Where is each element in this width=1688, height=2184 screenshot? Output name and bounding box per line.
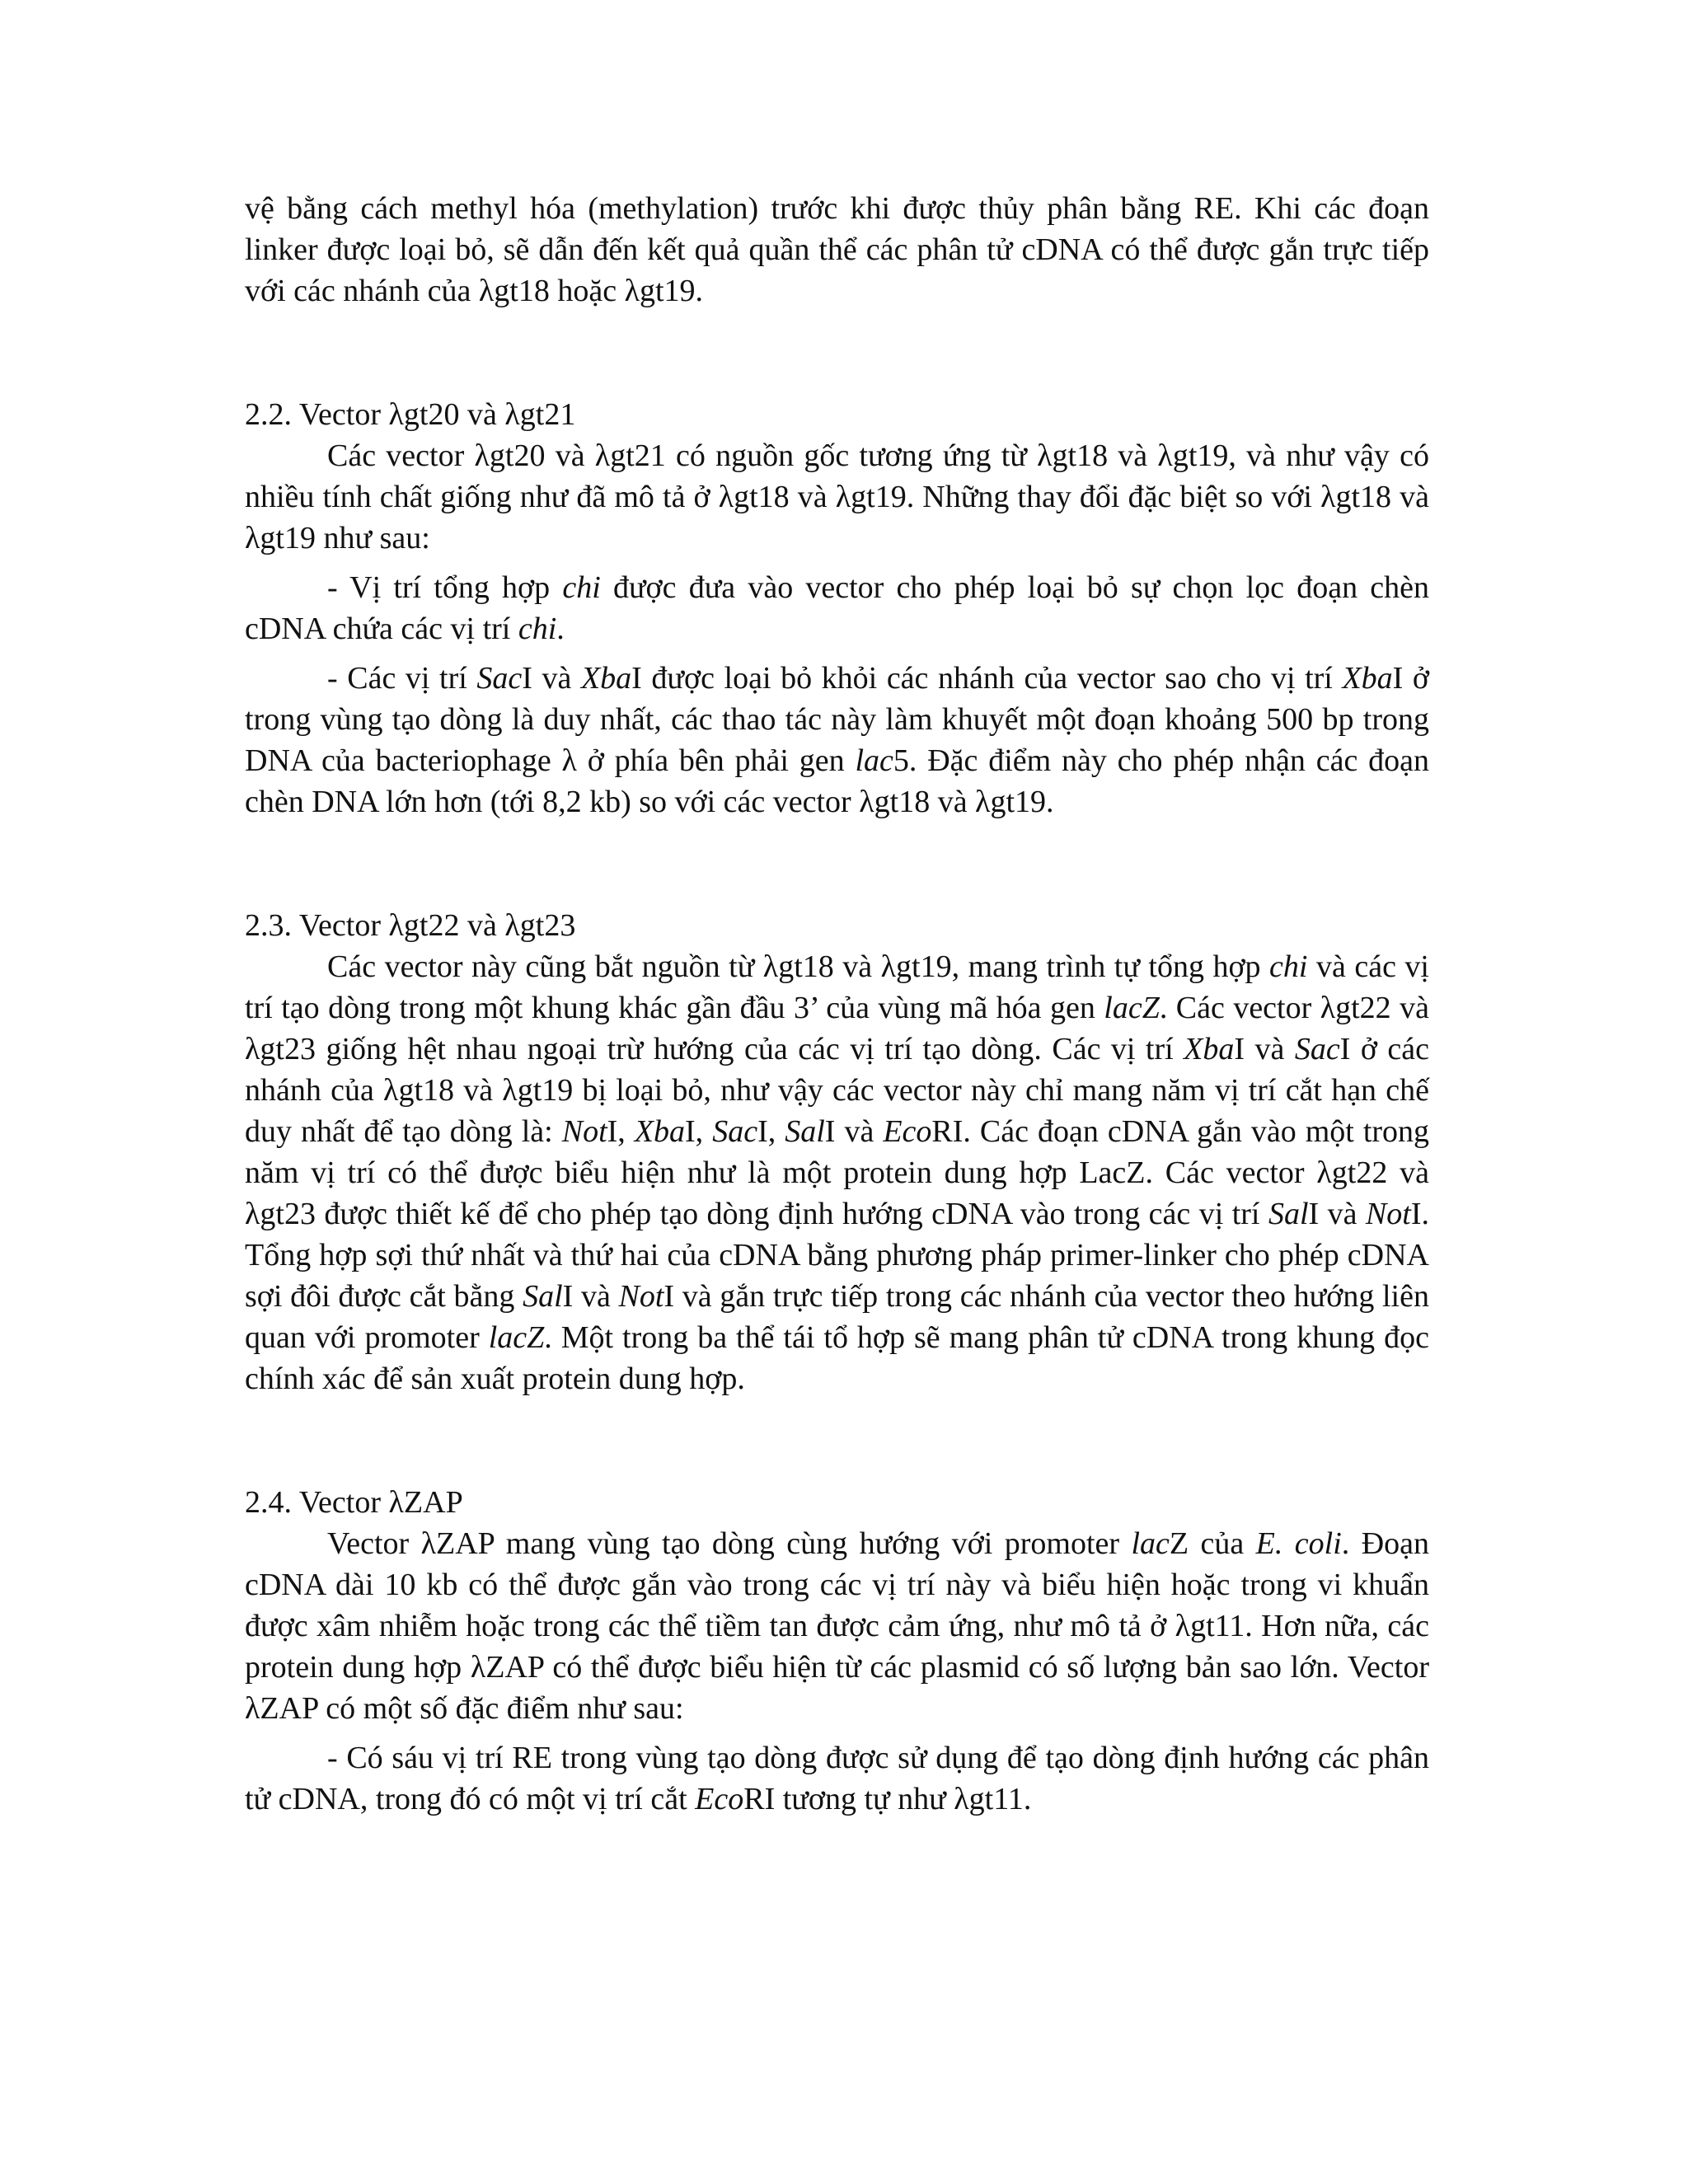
text-run: RI. Các đoạn cDNA gắn vào một trong năm vị trí có thể được biểu hiện như là một protein dung hợp LacZ. Các vector λgt22 và λgt23 được thiết kế để cho phép tạo dòng định hướng cDNA vào trong các vị trí (245, 1114, 1430, 1231)
text-run: - Các vị trí (327, 661, 477, 696)
italic-term: lacZ (488, 1320, 545, 1355)
text-run: Các vector này cũng bắt nguồn từ λgt18 và λgt19, mang trình tự tổng hợp (327, 949, 1270, 984)
italic-term: chi (1269, 949, 1308, 984)
paragraph-spacer (245, 1729, 1429, 1737)
section-heading: 2.2. Vector λgt20 và λgt21 (245, 397, 576, 432)
text-run: I, (607, 1114, 635, 1149)
text-run: I và gắn trực tiếp trong các nhánh của vector theo hướng liên quan với promoter (245, 1279, 1429, 1355)
italic-term: Xba (1184, 1032, 1235, 1066)
body-paragraph (245, 1737, 1429, 1820)
text-run: I ở các nhánh của λgt18 và λgt19 bị loại bỏ, như vậy các vector này chỉ mang năm vị trí cắt hạn chế duy nhất để tạo dòng là: (245, 1032, 1429, 1149)
text-run: I. Tổng hợp sợi thứ nhất và thứ hai của cDNA bằng phương pháp primer-linker cho phép cDNA sợi đôi được cắt bằng (245, 1197, 1429, 1314)
italic-term: lacZ (1104, 991, 1160, 1025)
text-run: . Một trong ba thể tái tổ hợp sẽ mang phân tử cDNA trong khung đọc chính xác để sản xuất protein dung hợp. (245, 1320, 1429, 1396)
text-run: I và (1308, 1197, 1366, 1231)
text-run: I, (757, 1114, 785, 1149)
italic-term: Sac (1294, 1032, 1340, 1066)
text-run: I và (522, 661, 581, 696)
italic-term: Not (561, 1114, 607, 1149)
italic-term: chi (562, 570, 601, 605)
text-run: I được loại bỏ khỏi các nhánh của vector sao cho vị trí (631, 661, 1343, 696)
italic-term: Xba (634, 1114, 686, 1149)
body-paragraph (245, 435, 1429, 559)
paragraph-spacer (245, 649, 1429, 658)
intro-paragraph (245, 188, 1429, 312)
italic-term: Sal (785, 1114, 825, 1149)
section-heading: 2.4. Vector λZAP (245, 1485, 463, 1520)
text-run: Vector λZAP mang vùng tạo dòng cùng hướng với promoter (327, 1526, 1132, 1561)
italic-term: lac (855, 743, 893, 778)
italic-term: Sac (712, 1114, 758, 1149)
italic-term: Not (1365, 1197, 1411, 1231)
text-run: được đưa vào vector cho phép loại bỏ sự chọn lọc đoạn chèn cDNA chứa các vị trí (245, 570, 1429, 646)
text-run: và các vị trí tạo dòng trong một khung khác gần đầu 3’ của vùng mã hóa gen (245, 949, 1429, 1025)
italic-term: lac (1131, 1526, 1170, 1561)
text-run: I và (562, 1279, 619, 1314)
sections-container (245, 312, 1429, 1820)
text-run: I và (824, 1114, 884, 1149)
italic-term: Sal (1268, 1197, 1309, 1231)
text-run: 5. Đặc điểm này cho phép nhận các đoạn chèn DNA lớn hơn (tới 8,2 kb) so với các vector λgt18 và λgt19. (245, 743, 1429, 819)
body-paragraph (245, 1523, 1429, 1729)
text-run: I ở trong vùng tạo dòng là duy nhất, các thao tác này làm khuyết một đoạn khoảng 500 bp trong DNA của bacteriophage λ ở phía bên phải gen (245, 661, 1430, 778)
italic-term: E. coli (1255, 1526, 1342, 1561)
italic-term: Sal (523, 1279, 563, 1314)
body-paragraph (245, 946, 1429, 1399)
section-spacer (245, 823, 1429, 905)
text-run: vệ bằng cách methyl hóa (methylation) trước khi được thủy phân bằng RE. Khi các đoạn linker được loại bỏ, sẽ dẫn đến kết quả quần thể các phân tử cDNA có thể được gắn trực tiếp với các nhánh của λgt18 hoặc λgt19. (245, 191, 1429, 308)
text-run: Z của (1169, 1526, 1256, 1561)
section-spacer (245, 312, 1429, 394)
text-run: . Các vector λgt22 và λgt23 giống hệt nhau ngoại trừ hướng của các vị trí tạo dòng. Các vị trí (245, 991, 1429, 1066)
text-run: I, (685, 1114, 713, 1149)
italic-term: Sac (476, 661, 523, 696)
text-run: Các vector λgt20 và λgt21 có nguồn gốc tương ứng từ λgt18 và λgt19, và như vậy có nhiều tính chất giống như đã mô tả ở λgt18 và λgt19. Những thay đổi đặc biệt so với λgt18 và λgt19 như sau: (245, 438, 1429, 555)
text-run: - Có sáu vị trí RE trong vùng tạo dòng được sử dụng để tạo dòng định hướng các phân tử cDNA, trong đó có một vị trí cắt (245, 1741, 1429, 1816)
italic-term: Xba (1342, 661, 1393, 696)
text-run: - Vị trí tổng hợp (327, 570, 563, 605)
italic-term: Eco (695, 1782, 744, 1816)
paragraph-spacer (245, 559, 1429, 567)
italic-term: chi (518, 612, 557, 646)
body-paragraph (245, 567, 1429, 649)
section-spacer (245, 1399, 1429, 1482)
text-run: RI tương tự như λgt11. (743, 1782, 1032, 1816)
text-run: . Đoạn cDNA dài 10 kb có thể được gắn vào trong các vị trí này và biểu hiện hoặc trong vi khuẩn được xâm nhiễm hoặc trong các thể tiềm tan được cảm ứng, như mô tả ở λgt11. Hơn nữa, các protein dung hợp λZAP có thể được biểu hiện từ các plasmid có số lượng bản sao lớn. Vector λZAP có một số đặc điểm như sau: (245, 1526, 1430, 1726)
body-paragraph (245, 658, 1429, 823)
italic-term: Xba (580, 661, 632, 696)
italic-term: Not (618, 1279, 664, 1314)
italic-term: Eco (883, 1114, 932, 1149)
text-run: I và (1234, 1032, 1295, 1066)
section-heading: 2.3. Vector λgt22 và λgt23 (245, 908, 576, 943)
text-run: . (556, 612, 565, 646)
